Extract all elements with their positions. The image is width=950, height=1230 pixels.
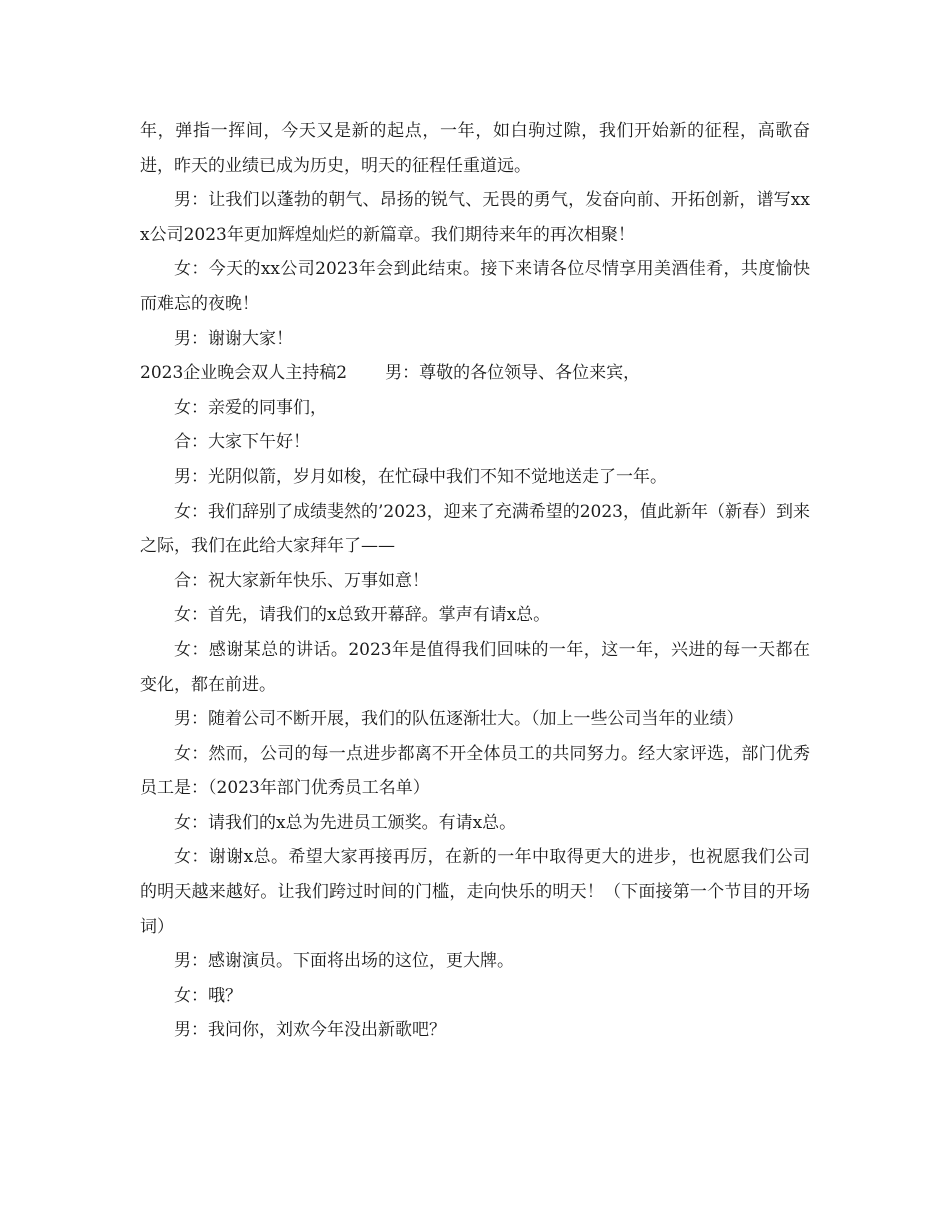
paragraph-3: 男：谢谢大家！ <box>174 328 293 349</box>
paragraph-after-5: 女：首先，请我们的x总致开幕辞。掌声有请x总。 <box>174 605 551 626</box>
paragraph-after-2: 男：光阴似箭，岁月如梭，在忙碌中我们不知不觉地送走了一年。 <box>174 466 667 487</box>
paragraph-after-6: 女：感谢某总的讲话。2023年是值得我们回味的一年，这一年，兴进的每一天都在变化，都在前进。 <box>140 639 810 695</box>
paragraph-1: 男：让我们以蓬勃的朝气、昂扬的锐气、无畏的勇气，发奋向前、开拓创新，谱写xxx公司2023年更加辉煌灿烂的新篇章。我们期待来年的再次相聚！ <box>140 190 810 245</box>
paragraph-after-8: 女：然而，公司的每一点进步都离不开全体员工的共同努力。经大家评选，部门优秀员工是：（2023年部门优秀员工名单） <box>140 743 810 799</box>
paragraph-after-1: 合：大家下午好！ <box>174 432 310 453</box>
heading-continuation: 男：尊敬的各位领导、各位来宾， <box>385 363 641 384</box>
document-body <box>140 114 810 1048</box>
paragraph-after-12: 女：哦？ <box>174 985 242 1006</box>
paragraph-after-13: 男：我问你，刘欢今年没出新歌吧？ <box>174 1020 446 1041</box>
paragraph-after-3: 女：我们辞别了成绩斐然的’2023，迎来了充满希望的2023，值此新年（新春）到来之际，我们在此给大家拜年了—— <box>140 501 810 557</box>
section-title: 2023企业晚会双人主持稿2 <box>140 363 348 384</box>
paragraph-after-7: 男：随着公司不断开展，我们的队伍逐渐壮大。（加上一些公司当年的业绩） <box>174 709 744 730</box>
paragraph-after-11: 男：感谢演员。下面将出场的这位，更大牌。 <box>174 951 514 972</box>
paragraph-after-4: 合：祝大家新年快乐、万事如意！ <box>174 570 429 591</box>
paragraph-after-0: 女：亲爱的同事们， <box>174 397 327 418</box>
paragraph-after-10: 女：谢谢x总。希望大家再接再厉，在新的一年中取得更大的进步，也祝愿我们公司的明天越来越好。让我们跨过时间的门槛，走向快乐的明天！（下面接第一个节目的开场词） <box>140 847 810 937</box>
section-heading <box>140 356 810 391</box>
paragraph-2: 女：今天的xx公司2023年会到此结束。接下来请各位尽情享用美酒佳肴，共度愉快而难忘的夜晚！ <box>140 259 810 314</box>
paragraph-0: 年，弹指一挥间，今天又是新的起点，一年，如白驹过隙，我们开始新的征程，高歌奋进，昨天的业绩已成为历史，明天的征程任重道远。 <box>140 121 810 176</box>
paragraph-after-9: 女：请我们的x总为先进员工颁奖。有请x总。 <box>174 812 517 833</box>
